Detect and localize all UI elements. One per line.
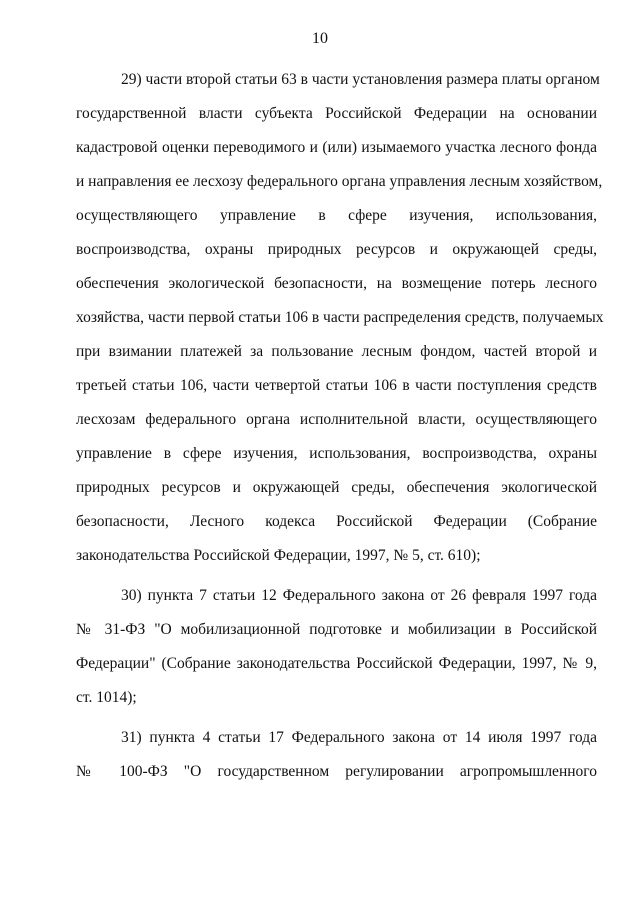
text-line: при взимании платежей за пользование лесным фондом, частей второй и xyxy=(76,343,597,360)
text-line: кадастровой оценки переводимого и (или) изымаемого участка лесного фонда xyxy=(76,139,597,156)
text-line: государственной власти субъекта Российской Федерации на основании xyxy=(76,105,597,122)
paragraph-30 xyxy=(76,579,597,715)
text-line: ст. 1014); xyxy=(76,689,137,706)
paragraph-31 xyxy=(76,721,597,789)
text-line: обеспечения экологической безопасности, на возмещение потерь лесного xyxy=(76,275,597,292)
text-line: управление в сфере изучения, использования, воспроизводства, охраны xyxy=(76,445,597,462)
text-line: 31) пункта 4 статьи 17 Федерального закона от 14 июля 1997 года xyxy=(121,729,597,746)
paragraph-29 xyxy=(76,63,604,573)
text-line: № 100-ФЗ "О государственном регулировании агропромышленного xyxy=(76,763,597,780)
page-number: 10 xyxy=(312,30,328,47)
text-line: третьей статьи 106, части четвертой статьи 106 в части поступления средств xyxy=(76,377,597,394)
text-line: законодательства Российской Федерации, 1997, № 5, ст. 610); xyxy=(76,547,481,564)
text-line: № 31-ФЗ "О мобилизационной подготовке и мобилизации в Российской xyxy=(76,621,597,638)
text-line: безопасности, Лесного кодекса Российской Федерации (Собрание xyxy=(76,513,597,530)
text-line: 29) части второй статьи 63 в части установления размера платы органом xyxy=(121,71,600,88)
text-line: осуществляющего управление в сфере изучения, использования, xyxy=(76,207,597,224)
text-line: 30) пункта 7 статьи 12 Федерального закона от 26 февраля 1997 года xyxy=(121,587,597,604)
text-line: природных ресурсов и окружающей среды, обеспечения экологической xyxy=(76,479,597,496)
text-line: и направления ее лесхозу федерального органа управления лесным хозяйством, xyxy=(76,173,603,190)
text-line: лесхозам федерального органа исполнительной власти, осуществляющего xyxy=(76,411,597,428)
document-body xyxy=(76,63,604,789)
text-line: хозяйства, части первой статьи 106 в части распределения средств, получаемых xyxy=(76,309,604,326)
text-line: воспроизводства, охраны природных ресурсов и окружающей среды, xyxy=(76,241,597,258)
text-line: Федерации" (Собрание законодательства Российской Федерации, 1997, № 9, xyxy=(76,655,597,672)
